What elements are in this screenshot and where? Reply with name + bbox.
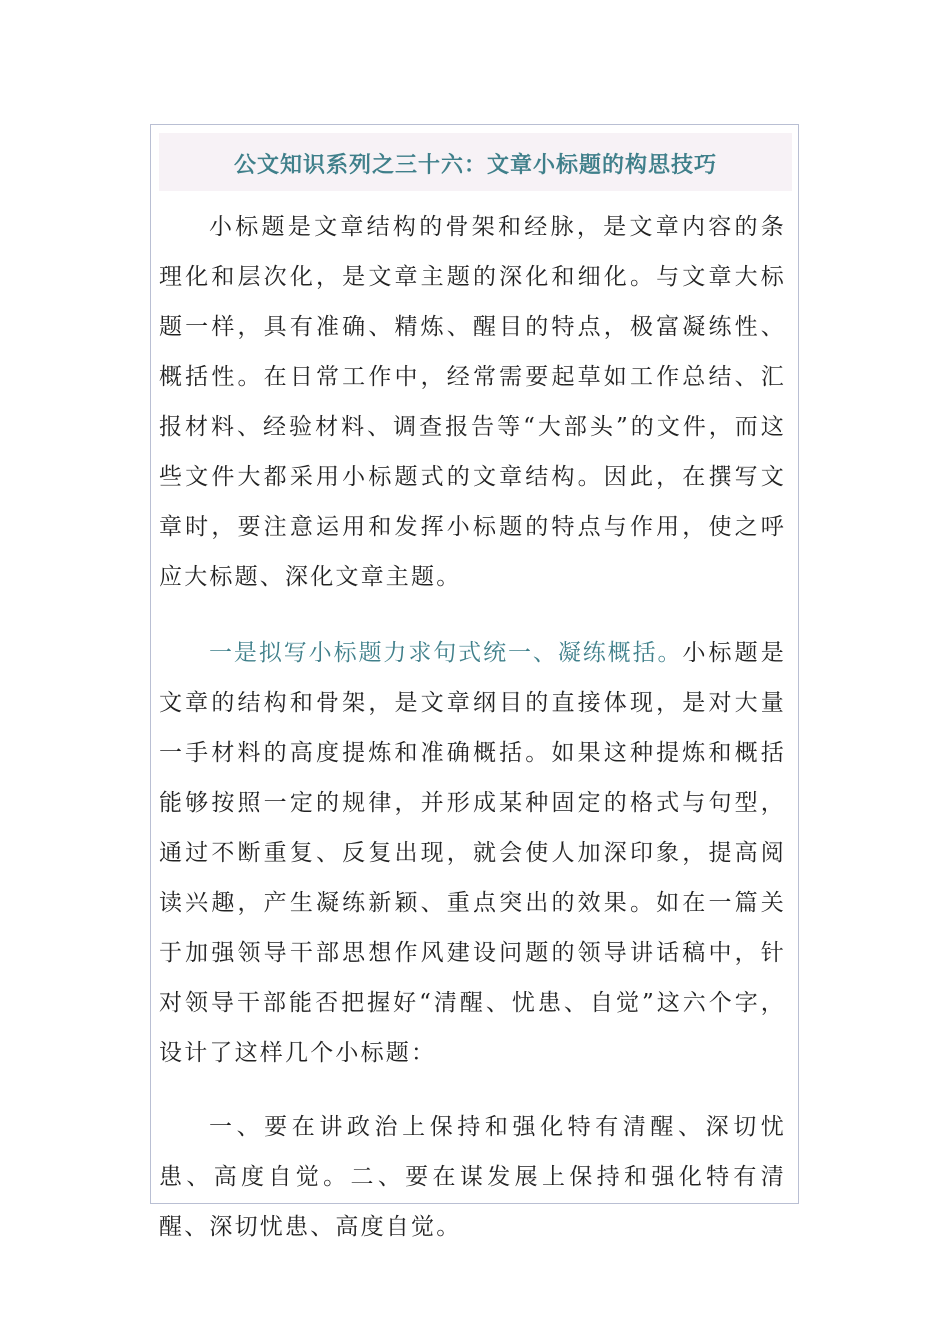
document-frame (150, 124, 799, 1240)
document-body (159, 191, 786, 1252)
section-1-body: 小标题是文章的结构和骨架，是文章纲目的直接体现，是对大量一手材料的高度提炼和准确概括。如果这种提炼和概括能够按照一定的规律，并形成某种固定的格式与句型，通过不断重复、反复出现，就会使人加深印象，提高阅读兴趣，产生凝练新颖、重点突出的效果。如在一篇关于加强领导干部思想作风建设问题的领导讲话稿中，针对领导干部能否把握好“清醒、忧患、自觉”这六个字，设计了这样几个小标题： (159, 640, 786, 1066)
example-paragraph: 一、要在讲政治上保持和强化特有清醒、深切忧患、高度自觉。二、要在谋发展上保持和强化特有清醒、深切忧患、高度自觉。 (159, 1114, 786, 1240)
section-1-heading: 一是拟写小标题力求句式统一、凝练概括。 (209, 640, 683, 666)
section-1-paragraph (159, 628, 786, 1078)
title-bar (159, 133, 792, 191)
intro-paragraph: 小标题是文章结构的骨架和经脉，是文章内容的条理化和层次化，是文章主题的深化和细化。与文章大标题一样，具有准确、精炼、醒目的特点，极富凝练性、概括性。在日常工作中，经常需要起草如工作总结、汇报材料、经验材料、调查报告等“大部头”的文件，而这些文件大都采用小标题式的文章结构。因此，在撰写文章时，要注意运用和发挥小标题的特点与作用，使之呼应大标题、深化文章主题。 (159, 214, 786, 590)
document-title: 公文知识系列之三十六：文章小标题的构思技巧 (233, 152, 717, 178)
